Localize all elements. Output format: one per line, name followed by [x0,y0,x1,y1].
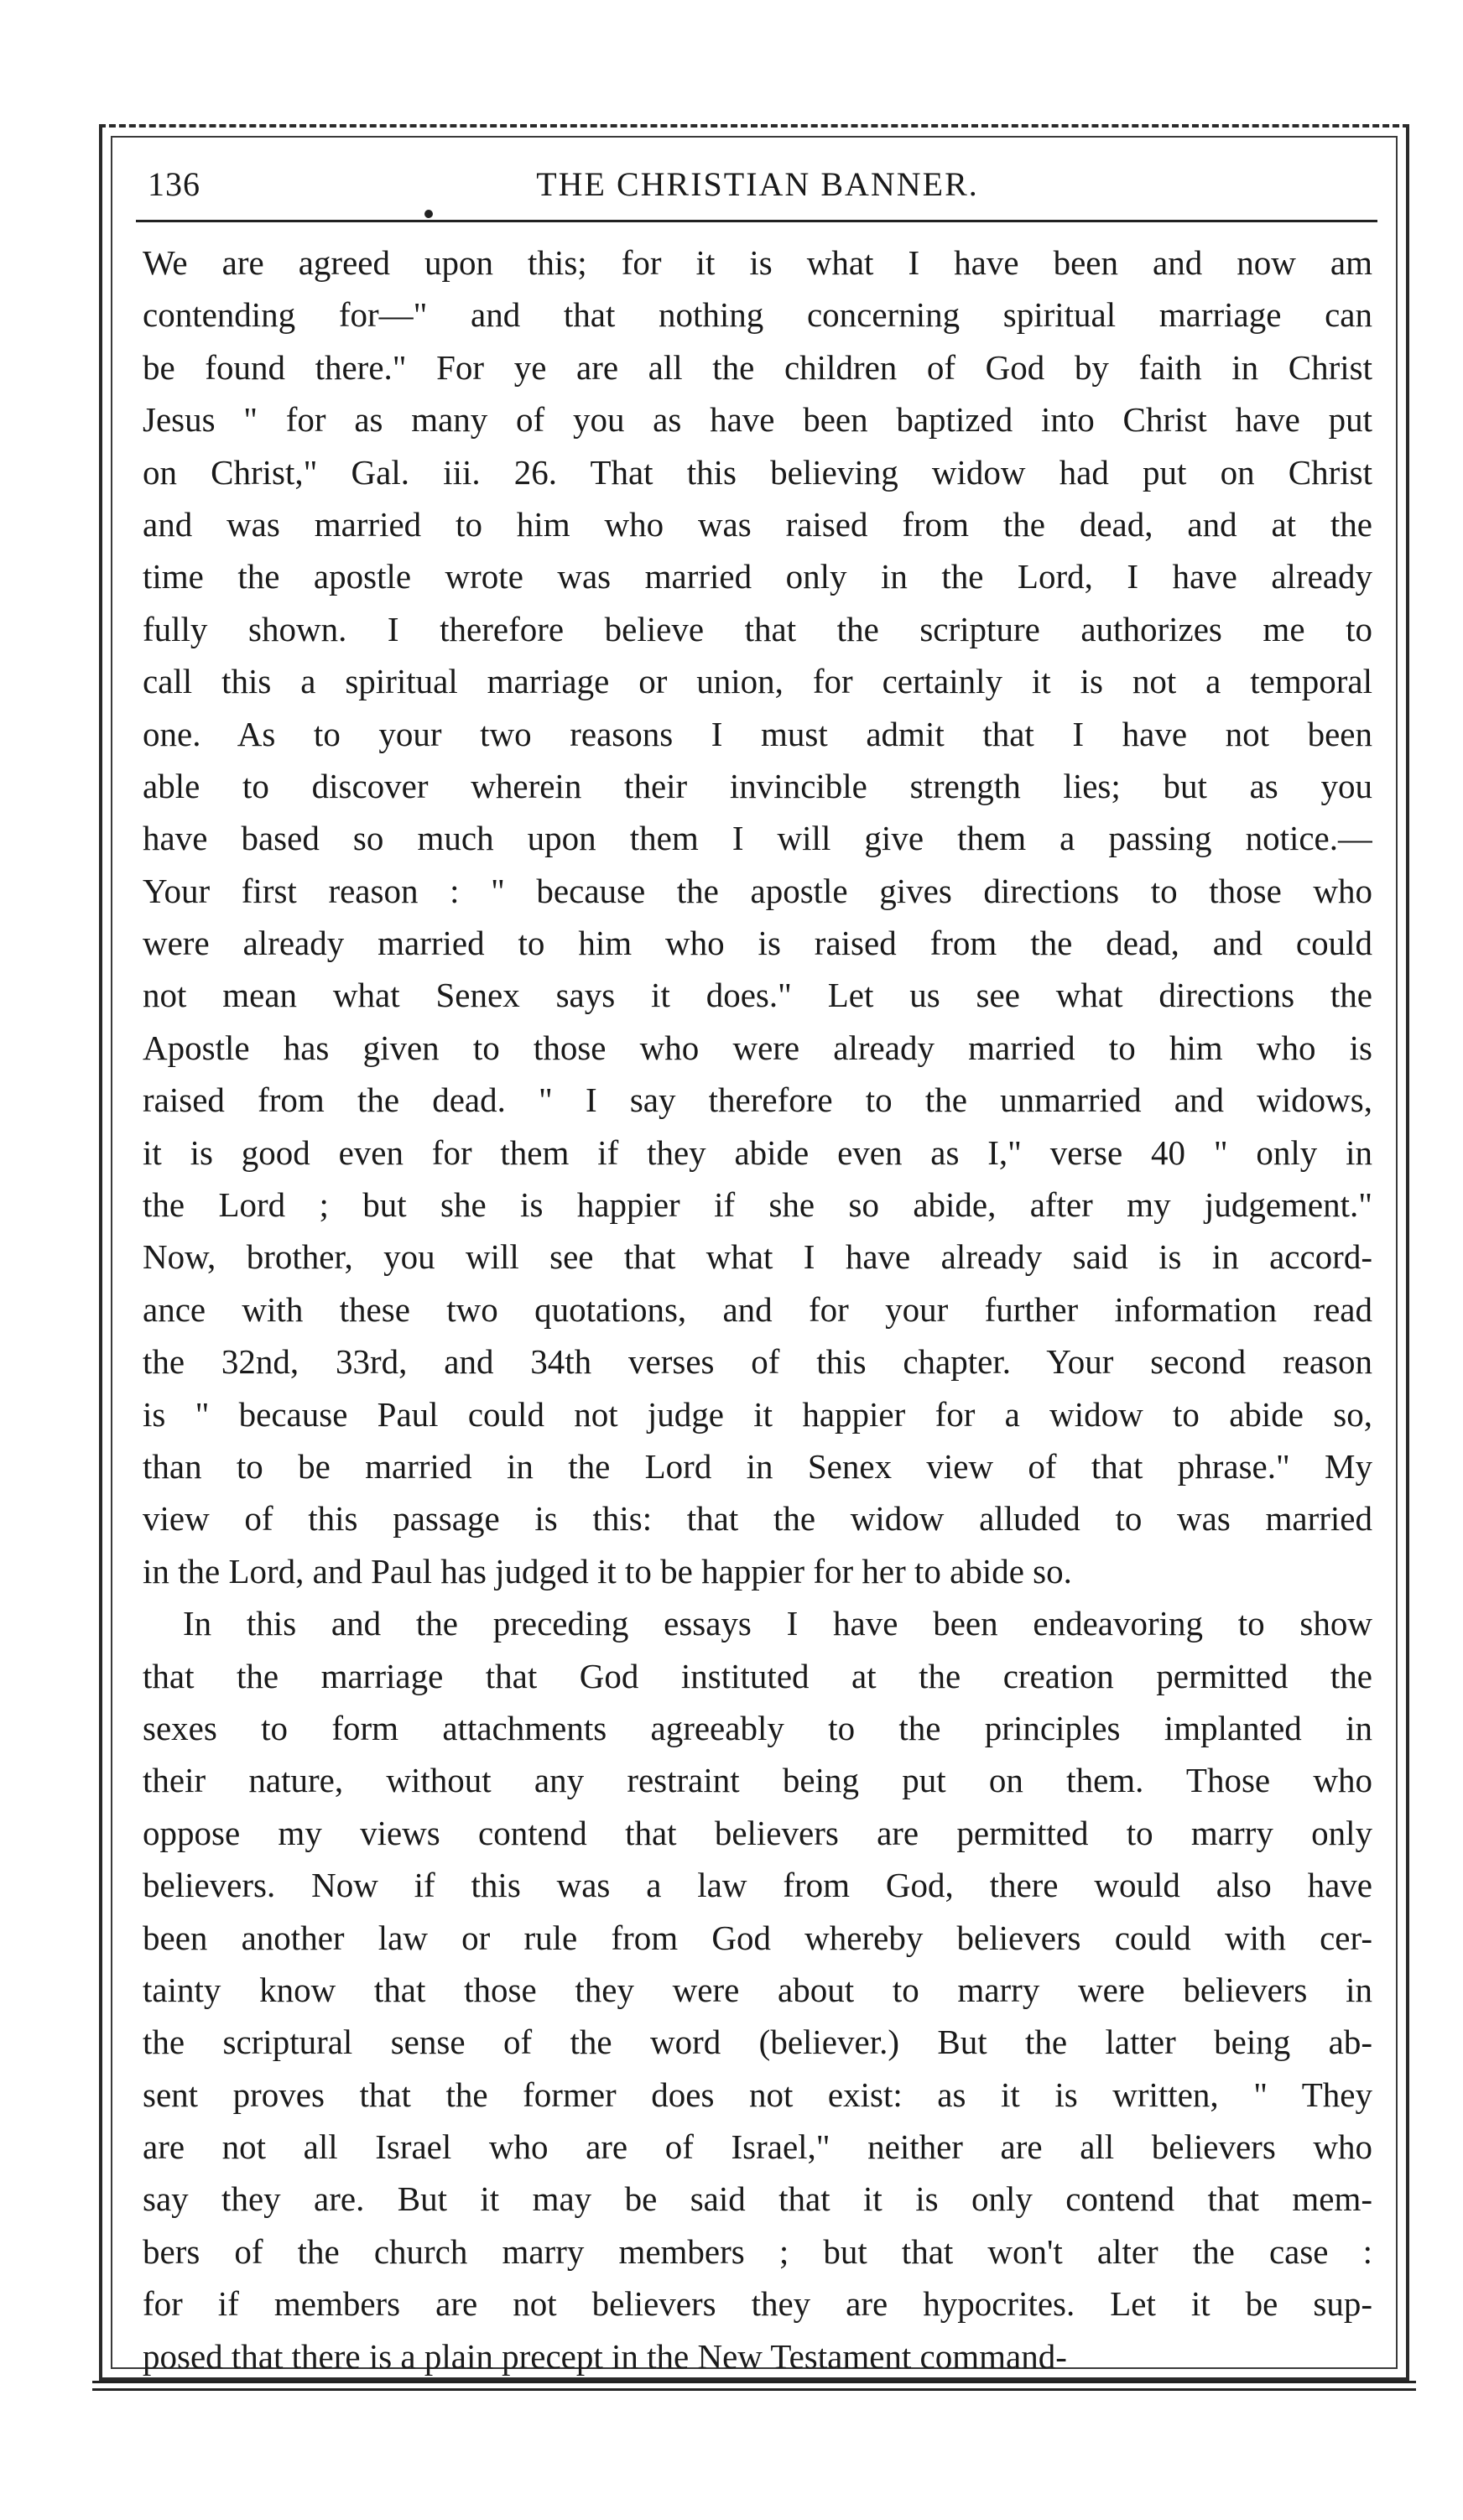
text-line: contending for—" and that nothing concerning spiritual marriage can [143,295,1372,335]
text-line: say they are. But it may be said that it is only contend that mem- [143,2179,1372,2219]
text-line: bers of the church marry members ; but that won't alter the case : [143,2231,1372,2271]
running-head [141,159,1374,210]
text-line: sexes to form attachments agreeably to the principles implanted in [143,1708,1372,1747]
text-line: been another law or rule from God whereby believers could with cer- [143,1918,1372,1957]
text-line: than to be married in the Lord in Senex view of that phrase." My [143,1446,1372,1486]
text-line: not mean what Senex says it does." Let us see what directions the [143,976,1372,1015]
text-line: have based so much upon them I will give them a passing notice.— [143,819,1372,858]
text-line: posed that there is a plain precept in the New Testament command- [143,2336,1067,2376]
text-line: that the marriage that God instituted at the creation permitted the [143,1656,1372,1695]
text-line: able to discover wherein their invincible strength lies; but as you [143,766,1372,805]
text-line: for if members are not believers they are hypocrites. Let it be sup- [143,2284,1372,2324]
text-line: it is good even for them if they abide even as I," verse 40 " only in [143,1132,1372,1172]
text-line: Apostle has given to those who were already married to him who is [143,1028,1372,1067]
text-line: on Christ," Gal. iii. 26. That this believing widow had put on Christ [143,452,1372,492]
text-line: their nature, without any restraint being put on them. Those who [143,1761,1372,1800]
text-line: oppose my views contend that believers are permitted to marry only [143,1813,1372,1852]
text-line: were already married to him who is raised from the dead, and could [143,924,1372,963]
text-line: the 32nd, 33rd, and 34th verses of this chapter. Your second reason [143,1342,1372,1382]
text-line: view of this passage is this: that the widow alluded to was married [143,1499,1372,1539]
header-rule [136,220,1377,222]
text-line: one. As to your two reasons I must admit that I have not been [143,714,1372,753]
text-line: In this and the preceding essays I have been endeavoring to show [183,1604,1372,1643]
text-line: fully shown. I therefore believe that the scripture authorizes me to [143,609,1372,648]
text-line: be found there." For ye are all the children of God by faith in Christ [143,347,1372,387]
paragraph [143,237,1372,1597]
text-line: in the Lord, and Paul has judged it to be happier for her to abide so. [143,1551,1072,1591]
paragraph [143,1597,1372,2382]
text-line: We are agreed upon this; for it is what I have been and now am [143,243,1372,282]
article-text [143,237,1372,2382]
text-line: ance with these two quotations, and for your further information read [143,1289,1372,1329]
text-line: the Lord ; but she is happier if she so abide, after my judgement." [143,1185,1372,1225]
journal-title: THE CHRISTIAN BANNER. [536,165,979,203]
text-line: tainty know that those they were about to marry were believers in [143,1970,1372,2009]
text-line: are not all Israel who are of Israel," neither are all believers who [143,2127,1372,2167]
text-line: Your first reason : " because the apostle gives directions to those who [143,871,1372,910]
text-line: the scriptural sense of the word (believer.) But the latter being ab- [143,2023,1372,2062]
text-line: Jesus " for as many of you as have been baptized into Christ have put [143,400,1372,440]
text-line: time the apostle wrote was married only in the Lord, I have already [143,557,1372,596]
text-line: sent proves that the former does not exist: as it is written, " They [143,2075,1372,2114]
text-line: call this a spiritual marriage or union, for certainly it is not a temporal [143,662,1372,701]
ink-speck [424,210,433,218]
text-line: believers. Now if this was a law from God, there would also have [143,1866,1372,1905]
text-line: raised from the dead. " I say therefore to the unmarried and widows, [143,1080,1372,1120]
text-line: is " because Paul could not judge it happier for a widow to abide so, [143,1394,1372,1434]
page-number: 136 [148,165,200,203]
text-line: Now, brother, you will see that what I have already said is in accord- [143,1237,1372,1277]
text-line: and was married to him who was raised from the dead, and at the [143,504,1372,544]
